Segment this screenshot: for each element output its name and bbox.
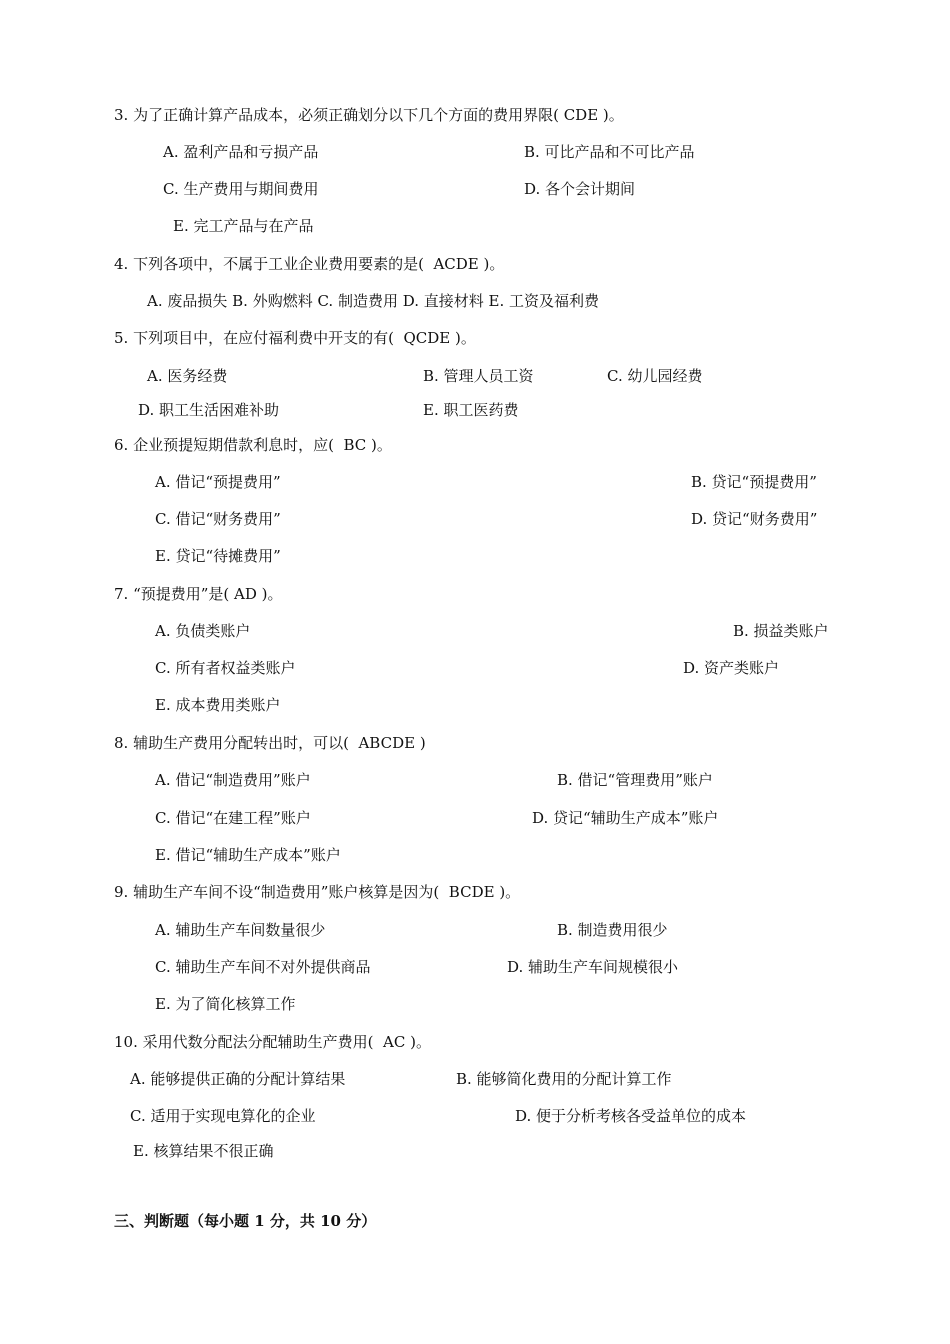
- question-3-option-b: B. 可比产品和不可比产品: [524, 143, 695, 161]
- question-10-option-e: E. 核算结果不很正确: [133, 1142, 274, 1160]
- question-10-stem: 10. 采用代数分配法分配辅助生产费用( AC )。: [114, 1033, 431, 1051]
- question-8-option-b: B. 借记“管理费用”账户: [557, 771, 713, 789]
- question-8-option-c: C. 借记“在建工程”账户: [155, 809, 311, 827]
- question-5-stem: 5. 下列项目中，在应付福利费中开支的有( QCDE )。: [114, 329, 476, 347]
- question-9-option-b: B. 制造费用很少: [557, 921, 668, 939]
- question-4-stem: 4. 下列各项中，不属于工业企业费用要素的是( ACDE )。: [114, 255, 505, 273]
- question-7-option-e: E. 成本费用类账户: [155, 696, 281, 714]
- question-3-stem: 3. 为了正确计算产品成本，必须正确划分以下几个方面的费用界限( CDE )。: [114, 106, 624, 124]
- question-5-option-d: D. 职工生活困难补助: [138, 401, 280, 419]
- question-7-option-b: B. 损益类账户: [733, 622, 829, 640]
- question-8-stem: 8. 辅助生产费用分配转出时，可以( ABCDE ): [114, 734, 426, 752]
- question-10-option-b: B. 能够简化费用的分配计算工作: [456, 1070, 672, 1088]
- question-10-option-d: D. 便于分析考核各受益单位的成本: [515, 1107, 747, 1125]
- question-6-stem: 6. 企业预提短期借款利息时，应( BC )。: [114, 436, 392, 454]
- question-8-option-e: E. 借记“辅助生产成本”账户: [155, 846, 341, 864]
- section-3-title: 三、判断题（每小题 1 分，共 10 分）: [114, 1212, 377, 1230]
- question-9-option-e: E. 为了简化核算工作: [155, 995, 296, 1013]
- question-5-option-e: E. 职工医药费: [423, 401, 519, 419]
- question-9-option-c: C. 辅助生产车间不对外提供商品: [155, 958, 371, 976]
- question-8-option-d: D. 贷记“辅助生产成本”账户: [532, 809, 719, 827]
- question-6-option-b: B. 贷记“预提费用”: [691, 473, 817, 491]
- question-6-option-a: A. 借记“预提费用”: [155, 473, 281, 491]
- question-3-option-d: D. 各个会计期间: [524, 180, 636, 198]
- question-10-option-c: C. 适用于实现电算化的企业: [130, 1107, 316, 1125]
- question-10-option-a: A. 能够提供正确的分配计算结果: [130, 1070, 346, 1088]
- question-6-option-e: E. 贷记“待摊费用”: [155, 547, 281, 565]
- question-5-option-b: B. 管理人员工资: [423, 367, 534, 385]
- question-7-stem: 7. “预提费用”是( AD )。: [114, 585, 283, 603]
- question-7-option-a: A. 负债类账户: [155, 622, 251, 640]
- question-5-option-a: A. 医务经费: [147, 367, 228, 385]
- question-3-option-e: E. 完工产品与在产品: [173, 217, 314, 235]
- question-5-option-c: C. 幼儿园经费: [607, 367, 703, 385]
- question-6-option-d: D. 贷记“财务费用”: [691, 510, 818, 528]
- question-8-option-a: A. 借记“制造费用”账户: [155, 771, 311, 789]
- question-9-stem: 9. 辅助生产车间不设“制造费用”账户核算是因为( BCDE )。: [114, 883, 521, 901]
- question-6-option-c: C. 借记“财务费用”: [155, 510, 281, 528]
- question-4-options: A. 废品损失 B. 外购燃料 C. 制造费用 D. 直接材料 E. 工资及福利费: [147, 292, 599, 310]
- question-9-option-d: D. 辅助生产车间规模很小: [507, 958, 679, 976]
- question-9-option-a: A. 辅助生产车间数量很少: [155, 921, 326, 939]
- question-7-option-c: C. 所有者权益类账户: [155, 659, 296, 677]
- question-3-option-c: C. 生产费用与期间费用: [163, 180, 319, 198]
- question-3-option-a: A. 盈利产品和亏损产品: [163, 143, 319, 161]
- question-7-option-d: D. 资产类账户: [683, 659, 780, 677]
